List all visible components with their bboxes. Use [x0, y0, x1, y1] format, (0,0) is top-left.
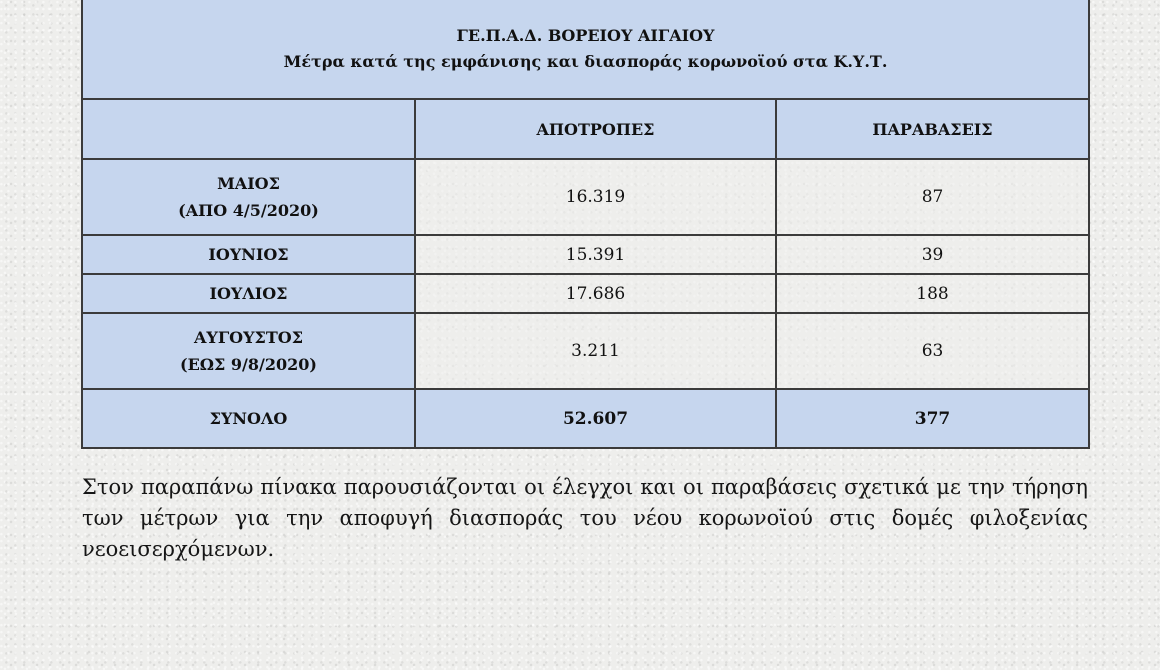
row-label-june: ΙΟΥΝΙΟΣ [82, 235, 415, 274]
table-row-may [82, 159, 1089, 235]
cell-apotropes: 17.686 [415, 274, 776, 313]
caption-paragraph: Στον παραπάνω πίνακα παρουσιάζονται οι έλεγχοι και οι παραβάσεις σχετικά με την τήρηση των μέτρων για την αποφυγή διασποράς του νέου κορωνοϊού στις δομές φιλοξενίας νεοεισερχόμενων. [82, 475, 1088, 561]
row-label-line-1: ΑΥΓΟΥΣΤΟΣ [193, 328, 304, 347]
table-row-total [82, 389, 1089, 448]
column-header-paraviaseis: ΠΑΡΑΒΑΣΕΙΣ [776, 99, 1089, 159]
column-header-period [82, 99, 415, 159]
column-header-apotropes: ΑΠΟΤΡΟΠΕΣ [415, 99, 776, 159]
row-label-july: ΙΟΥΛΙΟΣ [82, 274, 415, 313]
row-label-may [82, 159, 415, 235]
table-row-july [82, 274, 1089, 313]
statistics-table [81, 0, 1090, 449]
row-label-august [82, 313, 415, 389]
cell-paraviaseis: 87 [776, 159, 1089, 235]
column-header-row [82, 99, 1089, 159]
row-label-line-2: (ΑΠΟ 4/5/2020) [178, 201, 319, 220]
cell-total-paraviaseis: 377 [776, 389, 1089, 448]
cell-paraviaseis: 63 [776, 313, 1089, 389]
table-title [82, 0, 1089, 99]
table-row-june [82, 235, 1089, 274]
cell-paraviaseis: 188 [776, 274, 1089, 313]
cell-apotropes: 15.391 [415, 235, 776, 274]
table-title-line-2: Μέτρα κατά της εμφάνισης και διασποράς κορωνοϊού στα Κ.Υ.Τ. [283, 52, 888, 71]
title-row [82, 0, 1089, 99]
table-title-line-1: ΓΕ.Π.Α.Δ. ΒΟΡΕΙΟΥ ΑΙΓΑΙΟΥ [456, 26, 715, 45]
cell-paraviaseis: 39 [776, 235, 1089, 274]
row-label-line-2: (ΕΩΣ 9/8/2020) [180, 355, 317, 374]
cell-total-apotropes: 52.607 [415, 389, 776, 448]
table-row-august [82, 313, 1089, 389]
cell-apotropes: 16.319 [415, 159, 776, 235]
row-label-total: ΣΥΝΟΛΟ [82, 389, 415, 448]
row-label-line-1: ΜΑΙΟΣ [217, 174, 280, 193]
cell-apotropes: 3.211 [415, 313, 776, 389]
